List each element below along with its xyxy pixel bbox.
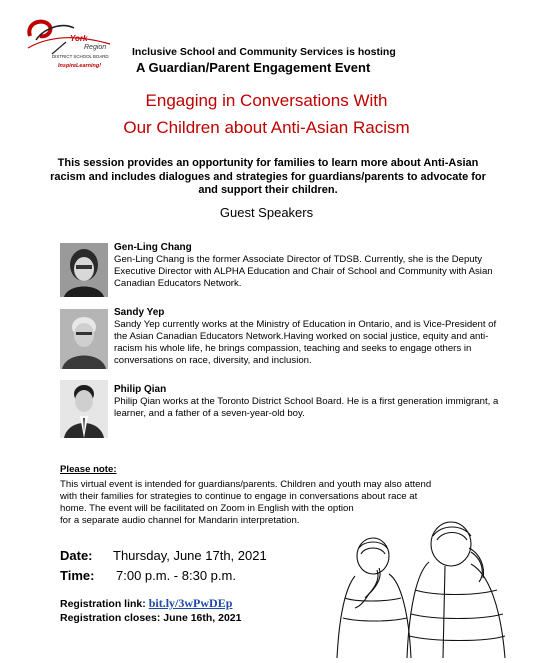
logo-word-region: Region [84, 44, 107, 51]
note-heading: Please note: [60, 464, 117, 475]
time-value: 7:00 p.m. - 8:30 p.m. [116, 568, 236, 583]
speaker-name: Philip Qian [114, 384, 167, 395]
note-line: home. The event will be facilitated on Zoom in English with the option [60, 503, 354, 514]
logo-subtitle: DISTRICT SCHOOL BOARD [52, 54, 109, 59]
event-title-line-1: Engaging in Conversations With [145, 91, 388, 110]
time-label: Time: [60, 568, 95, 583]
note-line: for a separate audio channel for Mandarin interpretation. [60, 515, 300, 526]
speaker-gen-ling-chang [114, 242, 506, 290]
speaker-name: Sandy Yep [114, 307, 165, 318]
note-line: with their families for strategies to continue to engage in conversations about race at [60, 491, 418, 502]
logo-tagline: InspireLearning! [58, 63, 102, 69]
speaker-photo-philip-qian [60, 380, 108, 438]
logo-word-york: York [70, 34, 88, 43]
date-label: Date: [60, 548, 93, 563]
speaker-philip-qian [114, 384, 506, 420]
logo-swoosh-icon [22, 14, 132, 70]
speaker-name: Gen-Ling Chang [114, 242, 192, 253]
registration-label: Registration link: [60, 598, 146, 610]
two-girls-sketch-illustration [325, 518, 525, 658]
speaker-bio: Philip Qian works at the Toronto District School Board. He is a first generation immigrant, a learner, and a father of a seven-year-old boy. [114, 396, 499, 419]
event-type: A Guardian/Parent Engagement Event [136, 60, 371, 75]
guest-speakers-heading: Guest Speakers [219, 205, 314, 220]
registration-link[interactable]: bit.ly/3wPwDEp [148, 596, 233, 610]
intro-paragraph: This session provides an opportunity for families to learn more about Anti-Asian racism and includes dialogues and strategies for guardians/parents to advocate for and support their children. [50, 157, 486, 196]
note-line: This virtual event is intended for guardians/parents. Children and youth may also attend [60, 479, 432, 490]
speaker-bio: Sandy Yep currently works at the Ministry of Education in Ontario, and is Vice-President of the Asian Canadian Educators Network.Having worked on social justice, equity and anti-racism his whole life, he brings compassion, teaching and seeks to engage others in conversations on race, diversity, and inclusion. [114, 319, 497, 366]
speaker-bio: Gen-Ling Chang is the former Associate Director of TDSB. Currently, she is the Deputy Executive Director with ALPHA Education and Chair of School and Community with Asian Canadian Educators Network. [114, 254, 493, 289]
host-line: Inclusive School and Community Services is hosting [132, 46, 396, 58]
registration-closes: Registration closes: June 16th, 2021 [60, 612, 242, 624]
registration-row [60, 596, 232, 611]
speaker-photo-sandy-yep [60, 309, 108, 369]
speaker-photo-gen-ling-chang [60, 243, 108, 297]
york-region-logo [22, 14, 132, 70]
date-value: Thursday, June 17th, 2021 [113, 548, 267, 563]
event-title-line-2: Our Children about Anti-Asian Racism [123, 118, 410, 137]
speaker-sandy-yep [114, 307, 506, 367]
